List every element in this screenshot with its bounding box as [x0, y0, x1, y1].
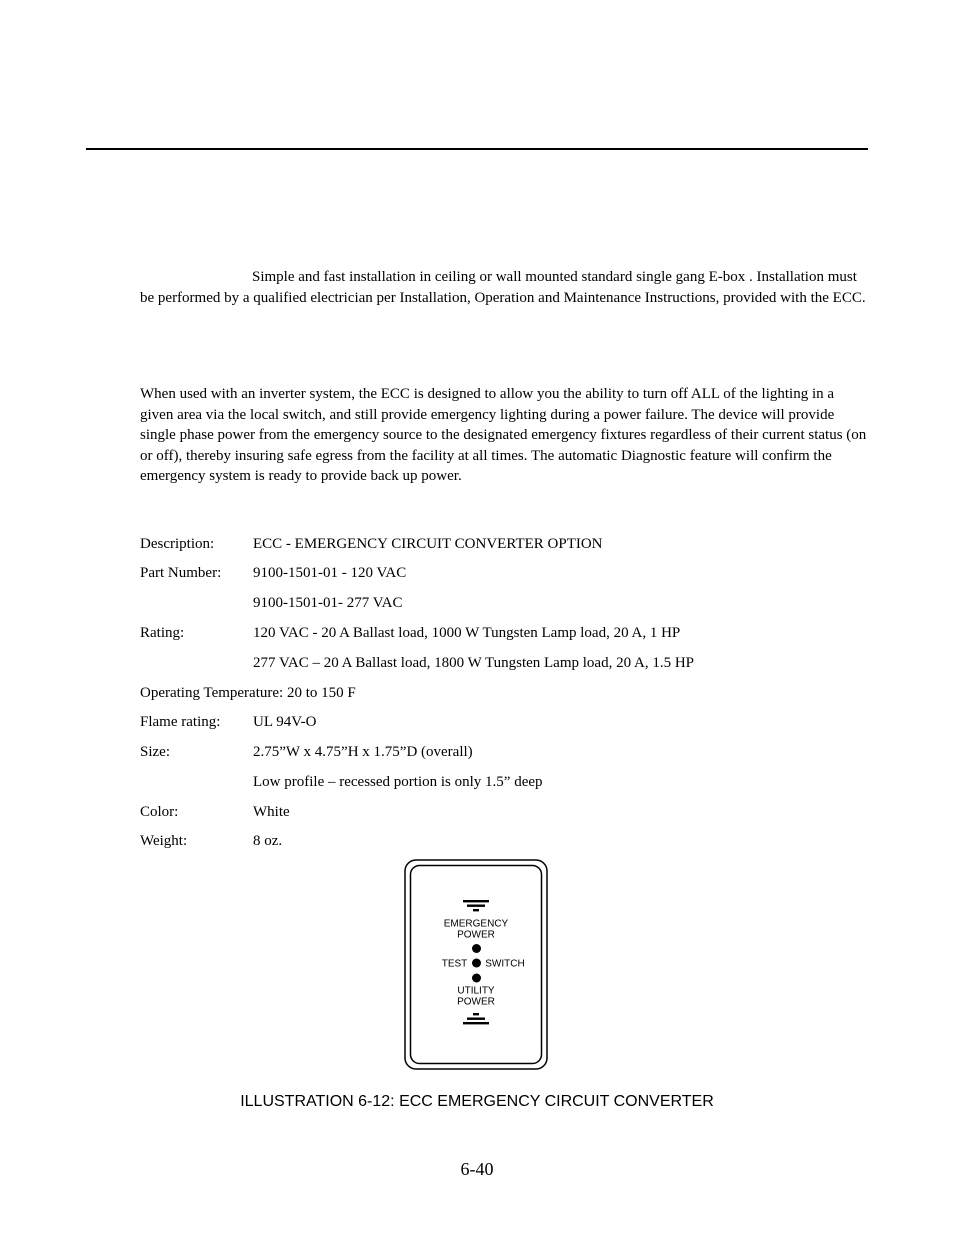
utility-label-line2: POWER	[457, 996, 495, 1008]
spec-label: Flame rating:	[140, 714, 221, 730]
spec-value: 8 oz.	[253, 833, 283, 849]
test-button-icon	[472, 959, 481, 968]
spec-label: Description:	[140, 536, 215, 552]
spec-value: White	[253, 804, 290, 820]
spec-rating-cont	[253, 654, 694, 672]
illustration-caption: ILLUSTRATION 6-12: ECC EMERGENCY CIRCUIT CONVERTER	[240, 1093, 714, 1110]
spec-rating	[140, 624, 680, 642]
spec-label: Color:	[140, 804, 179, 820]
spec-value: 2.75”W x 4.75”H x 1.75”D (overall)	[253, 744, 473, 760]
spec-value: Low profile – recessed portion is only 1.5” deep	[253, 774, 543, 790]
spec-description	[140, 535, 603, 553]
spec-size	[140, 743, 473, 761]
description-paragraph: When used with an inverter system, the ECC is designed to allow you the ability to turn off ALL of the lighting in a given area via the local switch, and still provide emergency lighting during a power failure. The device will provide single phase power from the emergency source to the designated emergency fixtures regardless of their current status (on or off), thereby insuring safe egress from the facility at all times. The automatic Diagnostic feature will confirm the emergency system is ready to provide back up power.	[140, 386, 867, 484]
spec-label: Rating:	[140, 625, 185, 641]
emergency-label-line1: EMERGENCY	[443, 918, 509, 930]
utility-indicator-led-icon	[472, 974, 481, 983]
intro-paragraph: Simple and fast installation in ceiling or wall mounted standard single gang E-box . Installation must be performed by a qualified electrician per Installation, Operation and Maintenance Instructions, provided with the ECC.	[140, 269, 866, 306]
emergency-ground-icon	[463, 900, 489, 911]
spec-label: Size:	[140, 744, 170, 760]
switch-label: SWITCH	[485, 958, 525, 970]
test-label: TEST	[441, 958, 468, 970]
spec-part-number-cont	[253, 594, 402, 612]
spec-label: Part Number:	[140, 565, 222, 581]
spec-value: 9100-1501-01 - 120 VAC	[253, 565, 407, 581]
emergency-label-line2: POWER	[457, 929, 495, 941]
spec-text: Operating Temperature: 20 to 150 F	[140, 685, 356, 701]
emergency-indicator-led-icon	[472, 944, 481, 953]
header-rule	[86, 148, 868, 150]
page-number: 6-40	[460, 1159, 494, 1179]
ecc-device-illustration	[404, 859, 548, 1070]
utility-label-line1: UTILITY	[457, 985, 495, 997]
spec-label: Weight:	[140, 833, 188, 849]
spec-value: UL 94V-O	[253, 714, 317, 730]
spec-weight	[140, 832, 282, 850]
spec-value: 120 VAC - 20 A Ballast load, 1000 W Tungsten Lamp load, 20 A, 1 HP	[253, 625, 681, 641]
spec-size-cont	[253, 773, 543, 791]
spec-operating-temperature	[140, 684, 356, 702]
spec-flame-rating	[140, 713, 316, 731]
spec-value: ECC - EMERGENCY CIRCUIT CONVERTER OPTION	[253, 536, 603, 552]
spec-value: 277 VAC – 20 A Ballast load, 1800 W Tungsten Lamp load, 20 A, 1.5 HP	[253, 655, 695, 671]
spec-color	[140, 803, 290, 821]
utility-ground-icon	[463, 1013, 489, 1024]
spec-value: 9100-1501-01- 277 VAC	[253, 595, 403, 611]
spec-part-number	[140, 564, 406, 582]
